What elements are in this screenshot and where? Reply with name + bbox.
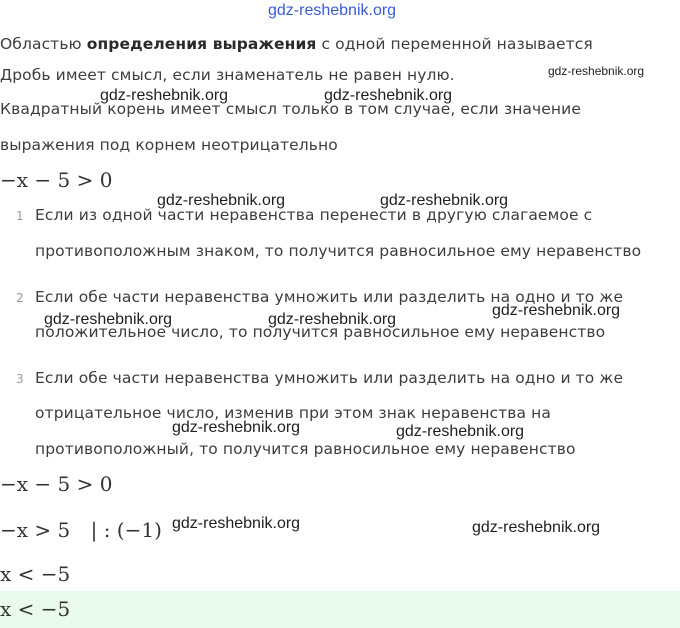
- rule-3-line2: отрицательное число, изменив при этом знак неравенства на: [35, 404, 552, 422]
- watermark: gdz-reshebnik.org: [492, 302, 621, 319]
- watermark: gdz-reshebnik.org: [548, 64, 645, 78]
- sqrt-rule-line1: Квадратный корень имеет смысл только в том случае, если значение: [0, 100, 581, 118]
- definition-term: определения выражения: [86, 35, 317, 53]
- watermark: gdz-reshebnik.org: [472, 519, 601, 536]
- inequality-step3: x < −5: [0, 562, 71, 586]
- rule-number: 3: [16, 372, 24, 386]
- sqrt-rule-line2: выражения под корнем неотрицательно: [0, 136, 338, 154]
- inequality-step1: −x − 5 > 0: [0, 472, 113, 496]
- rule-number: 2: [16, 291, 24, 305]
- rule-number: 1: [16, 209, 24, 223]
- inequality-step2-main: −x > 5: [0, 518, 71, 542]
- inequality-step2: [0, 518, 162, 542]
- definition-pre: Областью: [0, 35, 87, 53]
- inequality-initial: −x − 5 > 0: [0, 168, 113, 192]
- watermark: gdz-reshebnik.org: [172, 515, 301, 532]
- watermark: gdz-reshebnik.org: [396, 423, 525, 440]
- rule-1-line2: противоположным знаком, то получится равносильное ему неравенство: [35, 242, 642, 260]
- definition-post: с одной переменной называется: [316, 35, 593, 53]
- rule-1-line1: Если из одной части неравенства перенести в другую слагаемое с: [35, 206, 593, 224]
- rule-3-line3: противоположный, то получится равносильное ему неравенство: [35, 440, 576, 458]
- answer: x < −5: [0, 597, 71, 621]
- watermark-top: gdz-reshebnik.org: [268, 2, 397, 19]
- fraction-rule: Дробь имеет смысл, если знаменатель не равен нулю.: [0, 66, 455, 84]
- watermark: gdz-reshebnik.org: [44, 311, 173, 328]
- divide-operation: | : (−1): [90, 518, 162, 542]
- rule-2-line1: Если обе части неравенства умножить или разделить на одно и то же: [35, 288, 624, 306]
- watermark: gdz-reshebnik.org: [268, 311, 397, 328]
- watermark: gdz-reshebnik.org: [172, 419, 301, 436]
- definition-line: [0, 35, 593, 53]
- rule-3-line1: Если обе части неравенства умножить или разделить на одно и то же: [35, 369, 624, 387]
- rule-2-line2: положительное число, то получится равносильное ему неравенство: [35, 323, 606, 341]
- watermark: gdz-reshebnik.org: [324, 87, 453, 104]
- answer-highlight: [0, 591, 680, 628]
- watermark: gdz-reshebnik.org: [380, 192, 509, 209]
- watermark: gdz-reshebnik.org: [157, 192, 286, 209]
- watermark: gdz-reshebnik.org: [100, 87, 229, 104]
